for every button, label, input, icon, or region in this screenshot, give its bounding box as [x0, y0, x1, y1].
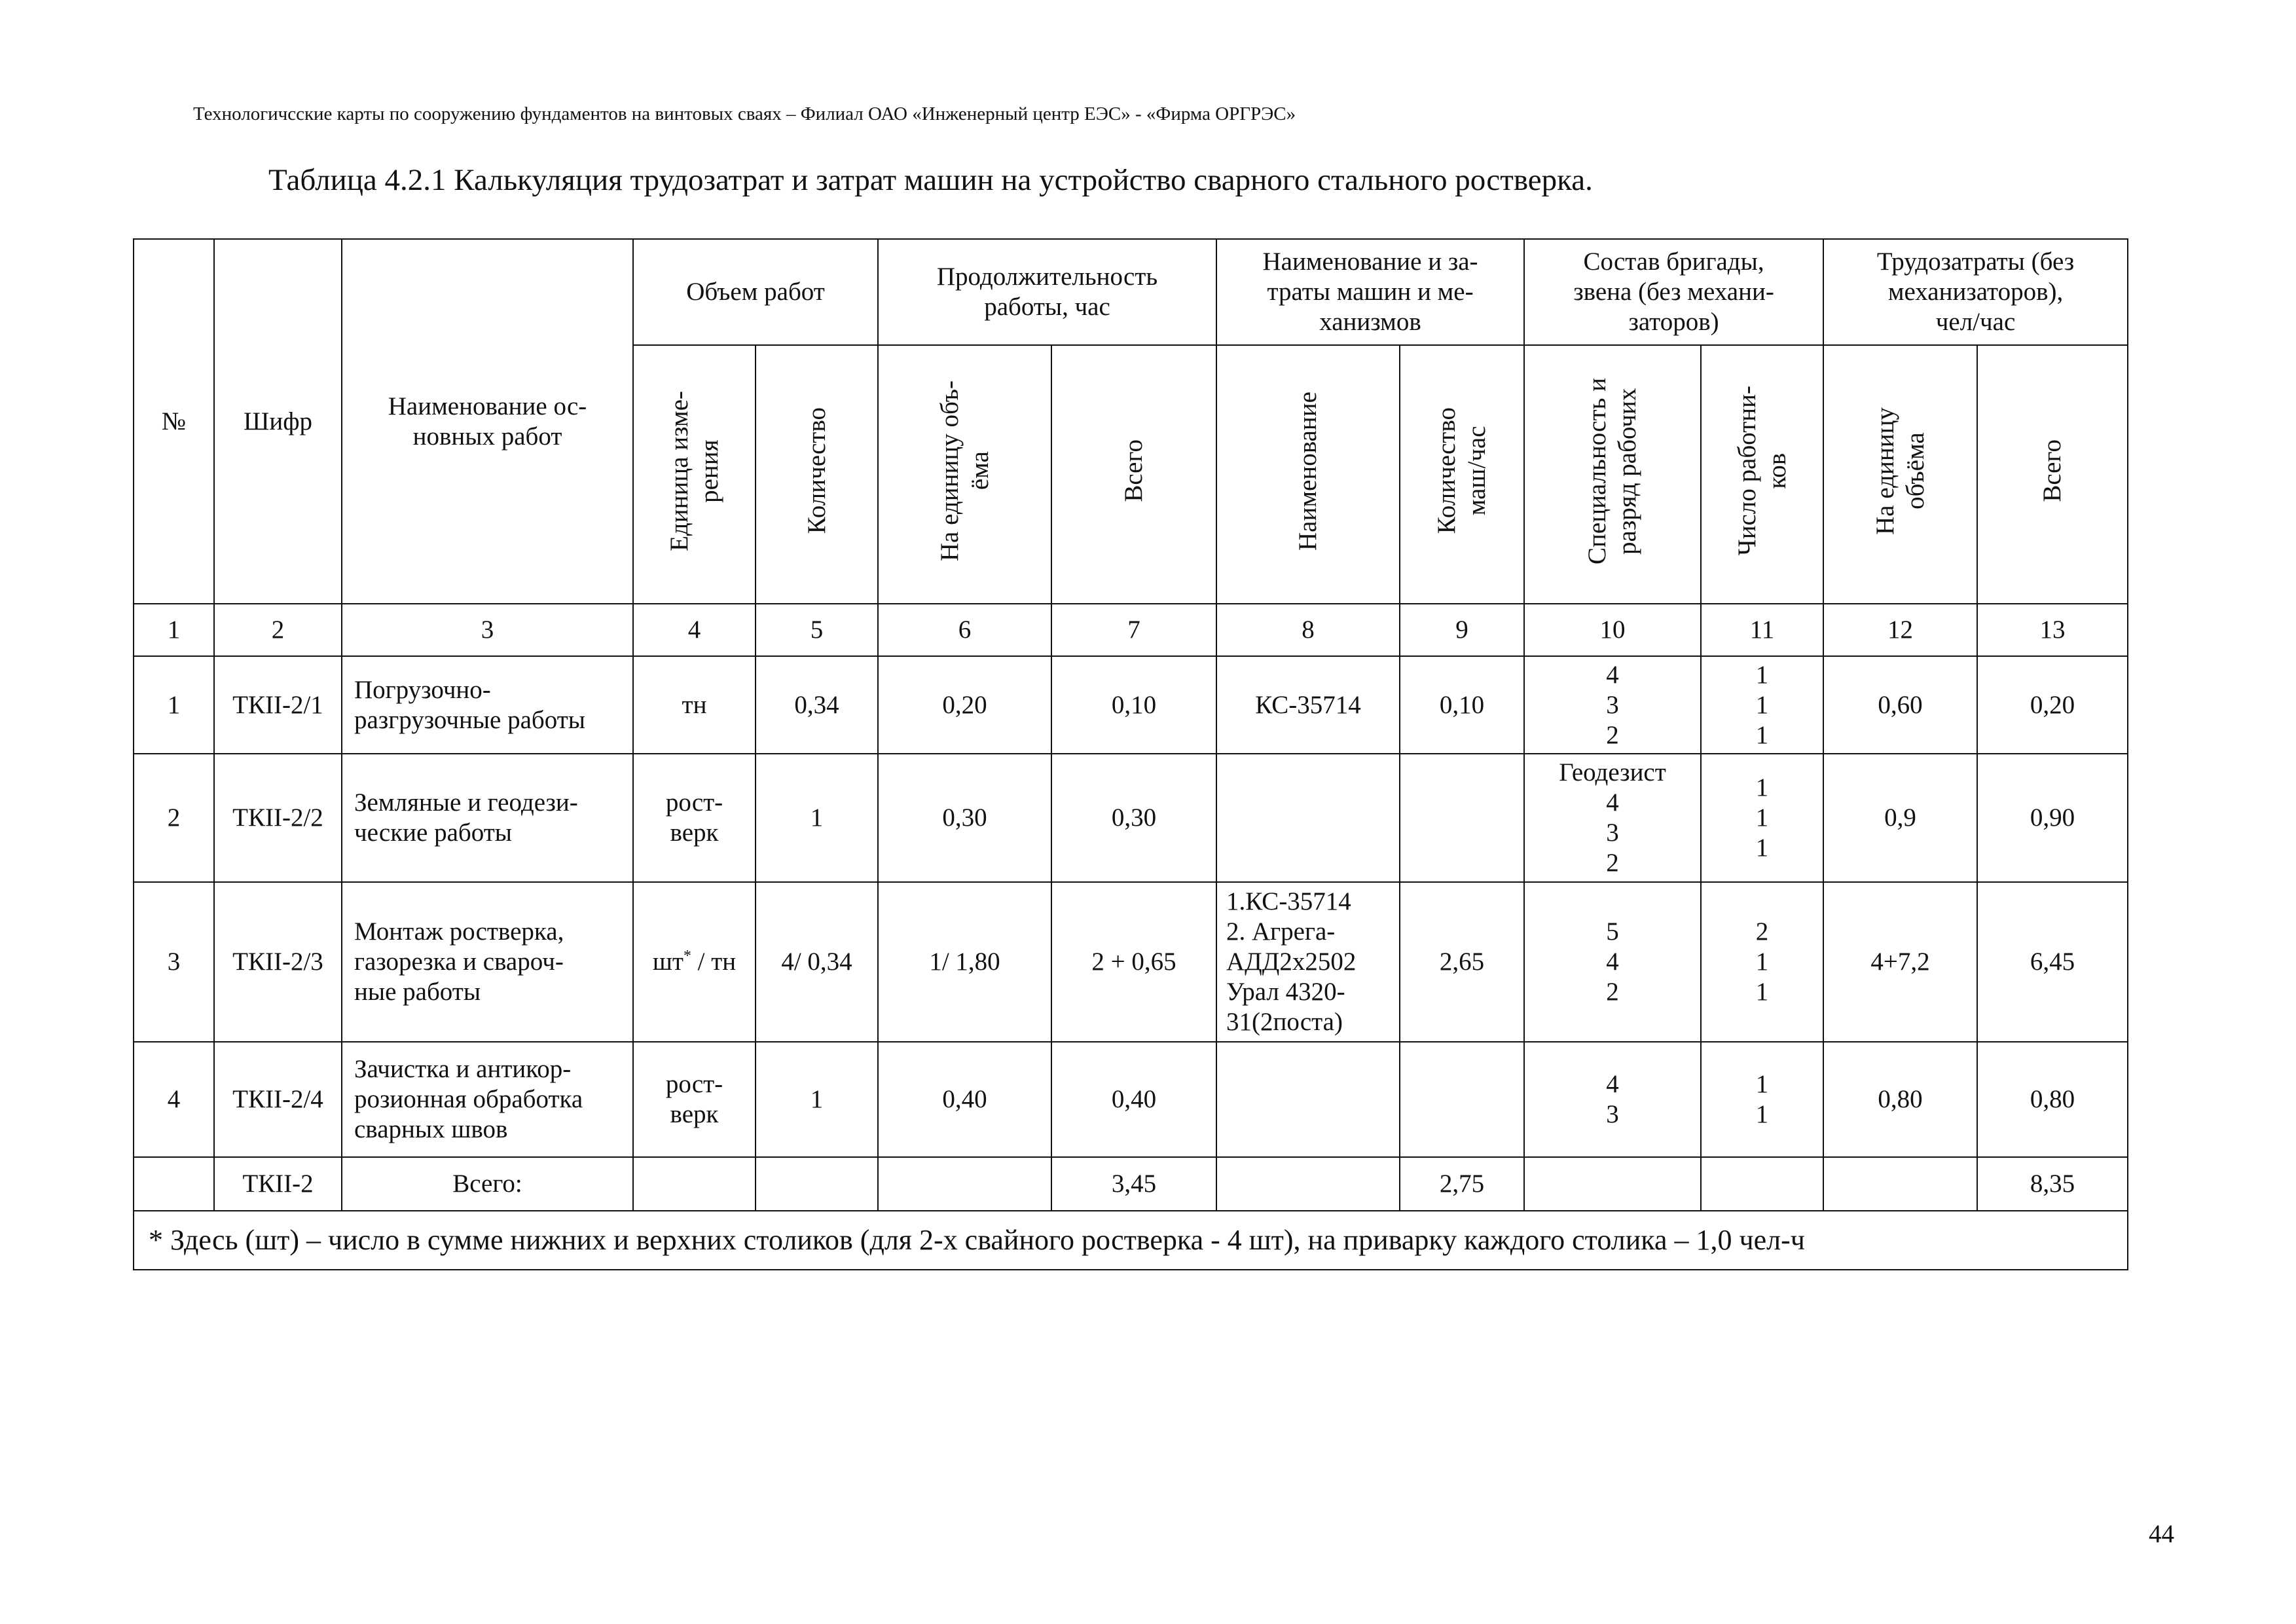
running-header: Технологичсские карты по сооружению фундаментов на винтовых сваях – Филиал ОАО «Инженерный центр ЕЭС» - «Фирма ОРГРЭС» — [193, 103, 1296, 124]
total-empty — [633, 1157, 756, 1211]
head-num: № — [134, 239, 214, 604]
cell-unit: рост- верк — [633, 754, 756, 882]
total-empty — [1823, 1157, 1977, 1211]
cell-dur-unit: 0,40 — [878, 1042, 1051, 1157]
column-number-row — [134, 604, 2128, 656]
head-crew: Состав бригады, звена (без механи- заторов) — [1524, 239, 1823, 345]
total-code: ТКII-2 — [214, 1157, 342, 1211]
cell-work-name: Погрузочно- разгрузочные работы — [342, 656, 633, 754]
table-row — [134, 882, 2128, 1042]
cell-spec: 5 4 2 — [1524, 882, 1701, 1042]
cell-work-name: Земляные и геодези- ческие работы — [342, 754, 633, 882]
cell-labor-total: 0,20 — [1977, 656, 2128, 754]
cell-num: 1 — [134, 656, 214, 754]
head-machines: Наименование и за- траты машин и ме- ханизмов — [1216, 239, 1524, 345]
head-crew-spec: Специальность и разряд рабочих — [1524, 345, 1701, 604]
cell-labor-unit: 4+7,2 — [1823, 882, 1977, 1042]
cell-dur-total: 0,30 — [1051, 754, 1216, 882]
total-empty — [1701, 1157, 1823, 1211]
col-number: 6 — [878, 604, 1051, 656]
cell-work-name: Зачистка и антикор- розионная обработка сварных швов — [342, 1042, 633, 1157]
cell-qty: 0,34 — [756, 656, 878, 754]
cell-dur-unit: 1/ 1,80 — [878, 882, 1051, 1042]
total-empty — [1524, 1157, 1701, 1211]
head-duration-total: Всего — [1051, 345, 1216, 604]
col-number: 11 — [1701, 604, 1823, 656]
cell-spec: 4 3 2 — [1524, 656, 1701, 754]
col-number: 5 — [756, 604, 878, 656]
cell-count: 1 1 — [1701, 1042, 1823, 1157]
total-empty — [878, 1157, 1051, 1211]
cell-spec: Геодезист 4 3 2 — [1524, 754, 1701, 882]
table-row — [134, 1042, 2128, 1157]
total-empty — [756, 1157, 878, 1211]
cell-num: 3 — [134, 882, 214, 1042]
cell-machine — [1216, 1042, 1400, 1157]
cell-dur-total: 0,40 — [1051, 1042, 1216, 1157]
head-volume-qty: Количество — [756, 345, 878, 604]
total-row — [134, 1157, 2128, 1211]
table-row — [134, 754, 2128, 882]
cell-machine-qty: 2,65 — [1400, 882, 1524, 1042]
cell-unit: рост- верк — [633, 1042, 756, 1157]
cell-count: 1 1 1 — [1701, 656, 1823, 754]
labor-cost-table — [133, 238, 2128, 1270]
col-number: 8 — [1216, 604, 1400, 656]
col-number: 13 — [1977, 604, 2128, 656]
head-duration-unit: На единицу объ- ёма — [878, 345, 1051, 604]
col-number: 3 — [342, 604, 633, 656]
table-row — [134, 656, 2128, 754]
cell-labor-unit: 0,60 — [1823, 656, 1977, 754]
cell-qty: 1 — [756, 754, 878, 882]
head-machines-name: Наименование — [1216, 345, 1400, 604]
cell-unit: тн — [633, 656, 756, 754]
total-empty — [1216, 1157, 1400, 1211]
cell-dur-total: 0,10 — [1051, 656, 1216, 754]
head-duration: Продолжительность работы, час — [878, 239, 1216, 345]
head-labor-unit: На единицу объёма — [1823, 345, 1977, 604]
cell-labor-total: 0,90 — [1977, 754, 2128, 882]
cell-qty: 1 — [756, 1042, 878, 1157]
cell-spec: 4 3 — [1524, 1042, 1701, 1157]
head-volume-unit: Единица изме- рения — [633, 345, 756, 604]
col-number: 9 — [1400, 604, 1524, 656]
head-machines-qty: Количество маш/час — [1400, 345, 1524, 604]
table-caption: Таблица 4.2.1 Калькуляция трудозатрат и затрат машин на устройство сварного стального ростверка. — [268, 163, 1593, 197]
head-work-name: Наименование ос- новных работ — [342, 239, 633, 604]
head-crew-count: Число работни- ков — [1701, 345, 1823, 604]
cell-num: 4 — [134, 1042, 214, 1157]
cell-code: ТКII-2/1 — [214, 656, 342, 754]
cell-machine: КС-35714 — [1216, 656, 1400, 754]
total-num — [134, 1157, 214, 1211]
col-number: 2 — [214, 604, 342, 656]
col-number: 1 — [134, 604, 214, 656]
cell-code: ТКII-2/3 — [214, 882, 342, 1042]
col-number: 12 — [1823, 604, 1977, 656]
head-code: Шифр — [214, 239, 342, 604]
cell-work-name: Монтаж ростверка, газорезка и свароч- ные работы — [342, 882, 633, 1042]
cell-unit: шт* / тн — [633, 882, 756, 1042]
header-row-groups — [134, 239, 2128, 345]
total-machine-qty: 2,75 — [1400, 1157, 1524, 1211]
cell-count: 1 1 1 — [1701, 754, 1823, 882]
col-number: 4 — [633, 604, 756, 656]
cell-machine-qty — [1400, 754, 1524, 882]
table-footnote: * Здесь (шт) – число в сумме нижних и верхних столиков (для 2-х свайного ростверка - 4 шт), на приварку каждого столика – 1,0 чел-ч — [134, 1211, 2128, 1270]
cell-num: 2 — [134, 754, 214, 882]
cell-code: ТКII-2/2 — [214, 754, 342, 882]
head-volume: Объем работ — [633, 239, 878, 345]
col-number: 10 — [1524, 604, 1701, 656]
head-labor: Трудозатраты (без механизаторов), чел/час — [1823, 239, 2128, 345]
cell-labor-unit: 0,9 — [1823, 754, 1977, 882]
cell-qty: 4/ 0,34 — [756, 882, 878, 1042]
cell-dur-unit: 0,20 — [878, 656, 1051, 754]
cell-labor-total: 0,80 — [1977, 1042, 2128, 1157]
head-labor-total: Всего — [1977, 345, 2128, 604]
cell-dur-unit: 0,30 — [878, 754, 1051, 882]
cell-dur-total: 2 + 0,65 — [1051, 882, 1216, 1042]
cell-machine: 1.КС-35714 2. Агрега- АДД2х2502 Урал 4320- 31(2поста) — [1216, 882, 1400, 1042]
cell-labor-unit: 0,80 — [1823, 1042, 1977, 1157]
total-dur-total: 3,45 — [1051, 1157, 1216, 1211]
cell-labor-total: 6,45 — [1977, 882, 2128, 1042]
total-labor-total: 8,35 — [1977, 1157, 2128, 1211]
cell-code: ТКII-2/4 — [214, 1042, 342, 1157]
page-number: 44 — [2149, 1520, 2174, 1548]
col-number: 7 — [1051, 604, 1216, 656]
cell-machine-qty — [1400, 1042, 1524, 1157]
cell-count: 2 1 1 — [1701, 882, 1823, 1042]
total-label: Всего: — [342, 1157, 633, 1211]
cell-machine-qty: 0,10 — [1400, 656, 1524, 754]
cell-machine — [1216, 754, 1400, 882]
footnote-row — [134, 1211, 2128, 1270]
